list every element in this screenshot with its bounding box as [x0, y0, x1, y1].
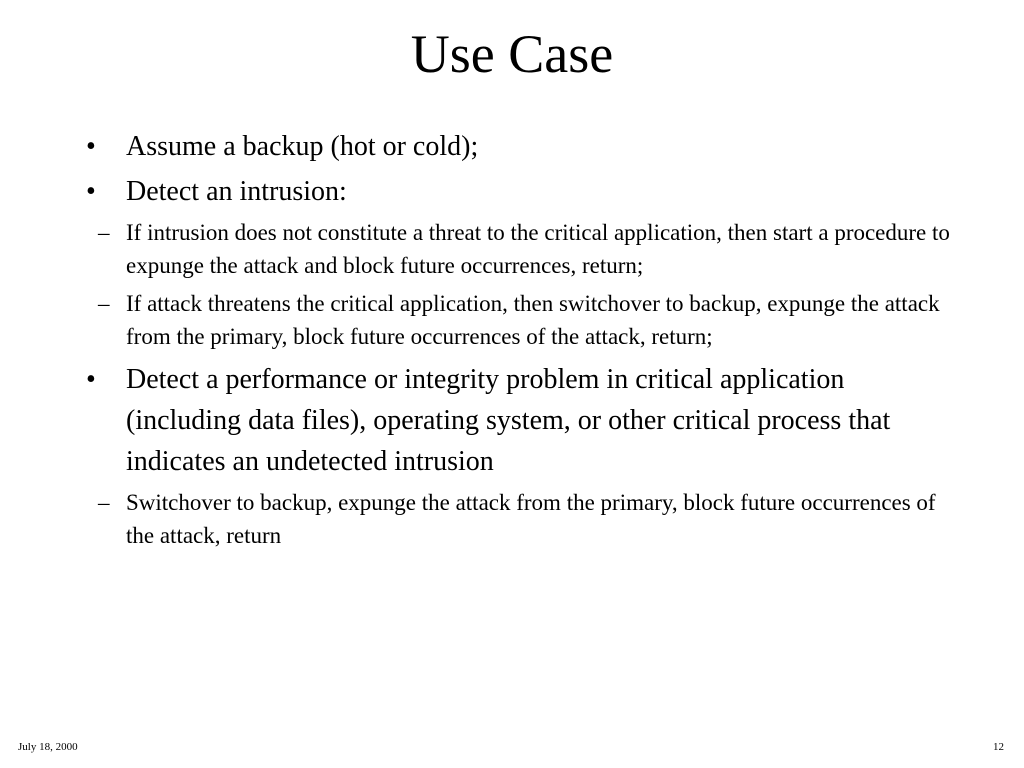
bullet-item: [82, 126, 962, 167]
bullet-text: Assume a backup (hot or cold);: [126, 131, 479, 162]
sub-bullet-text: Switchover to backup, expunge the attack from the primary, block future occurrences of the attack, return: [126, 490, 936, 548]
footer-date: July 18, 2000: [18, 741, 78, 753]
sub-bullet-text: If attack threatens the critical application, then switchover to backup, expunge the attack from the primary, block future occurrences of the attack, return;: [126, 291, 940, 349]
sub-bullet-text: If intrusion does not constitute a threat to the critical application, then start a procedure to expunge the attack and block future occurrences, return;: [126, 220, 950, 278]
sub-bullet-item: [82, 216, 962, 282]
dash-marker: –: [98, 220, 110, 245]
bullet-item: [82, 359, 962, 482]
dash-marker: –: [98, 490, 110, 515]
dash-marker: –: [98, 291, 110, 316]
sub-bullet-item: [82, 287, 962, 353]
sub-bullet-list: [82, 216, 962, 353]
sub-bullet-group: [82, 216, 962, 353]
bullet-marker: •: [86, 131, 96, 162]
slide-title: Use Case: [410, 24, 614, 84]
sub-bullet-group: [82, 486, 962, 552]
bullet-item: [82, 171, 962, 212]
bullet-text: Detect an intrusion:: [126, 176, 347, 207]
bullet-marker: •: [86, 364, 96, 395]
sub-bullet-list: [82, 486, 962, 552]
bullet-text: Detect a performance or integrity problem in critical application (including data files), operating system, or other critical process that indicates an undetected intrusion: [126, 364, 891, 477]
bullet-list: [82, 126, 962, 558]
bullet-marker: •: [86, 176, 96, 207]
sub-bullet-item: [82, 486, 962, 552]
footer-page-number: 12: [993, 741, 1004, 753]
